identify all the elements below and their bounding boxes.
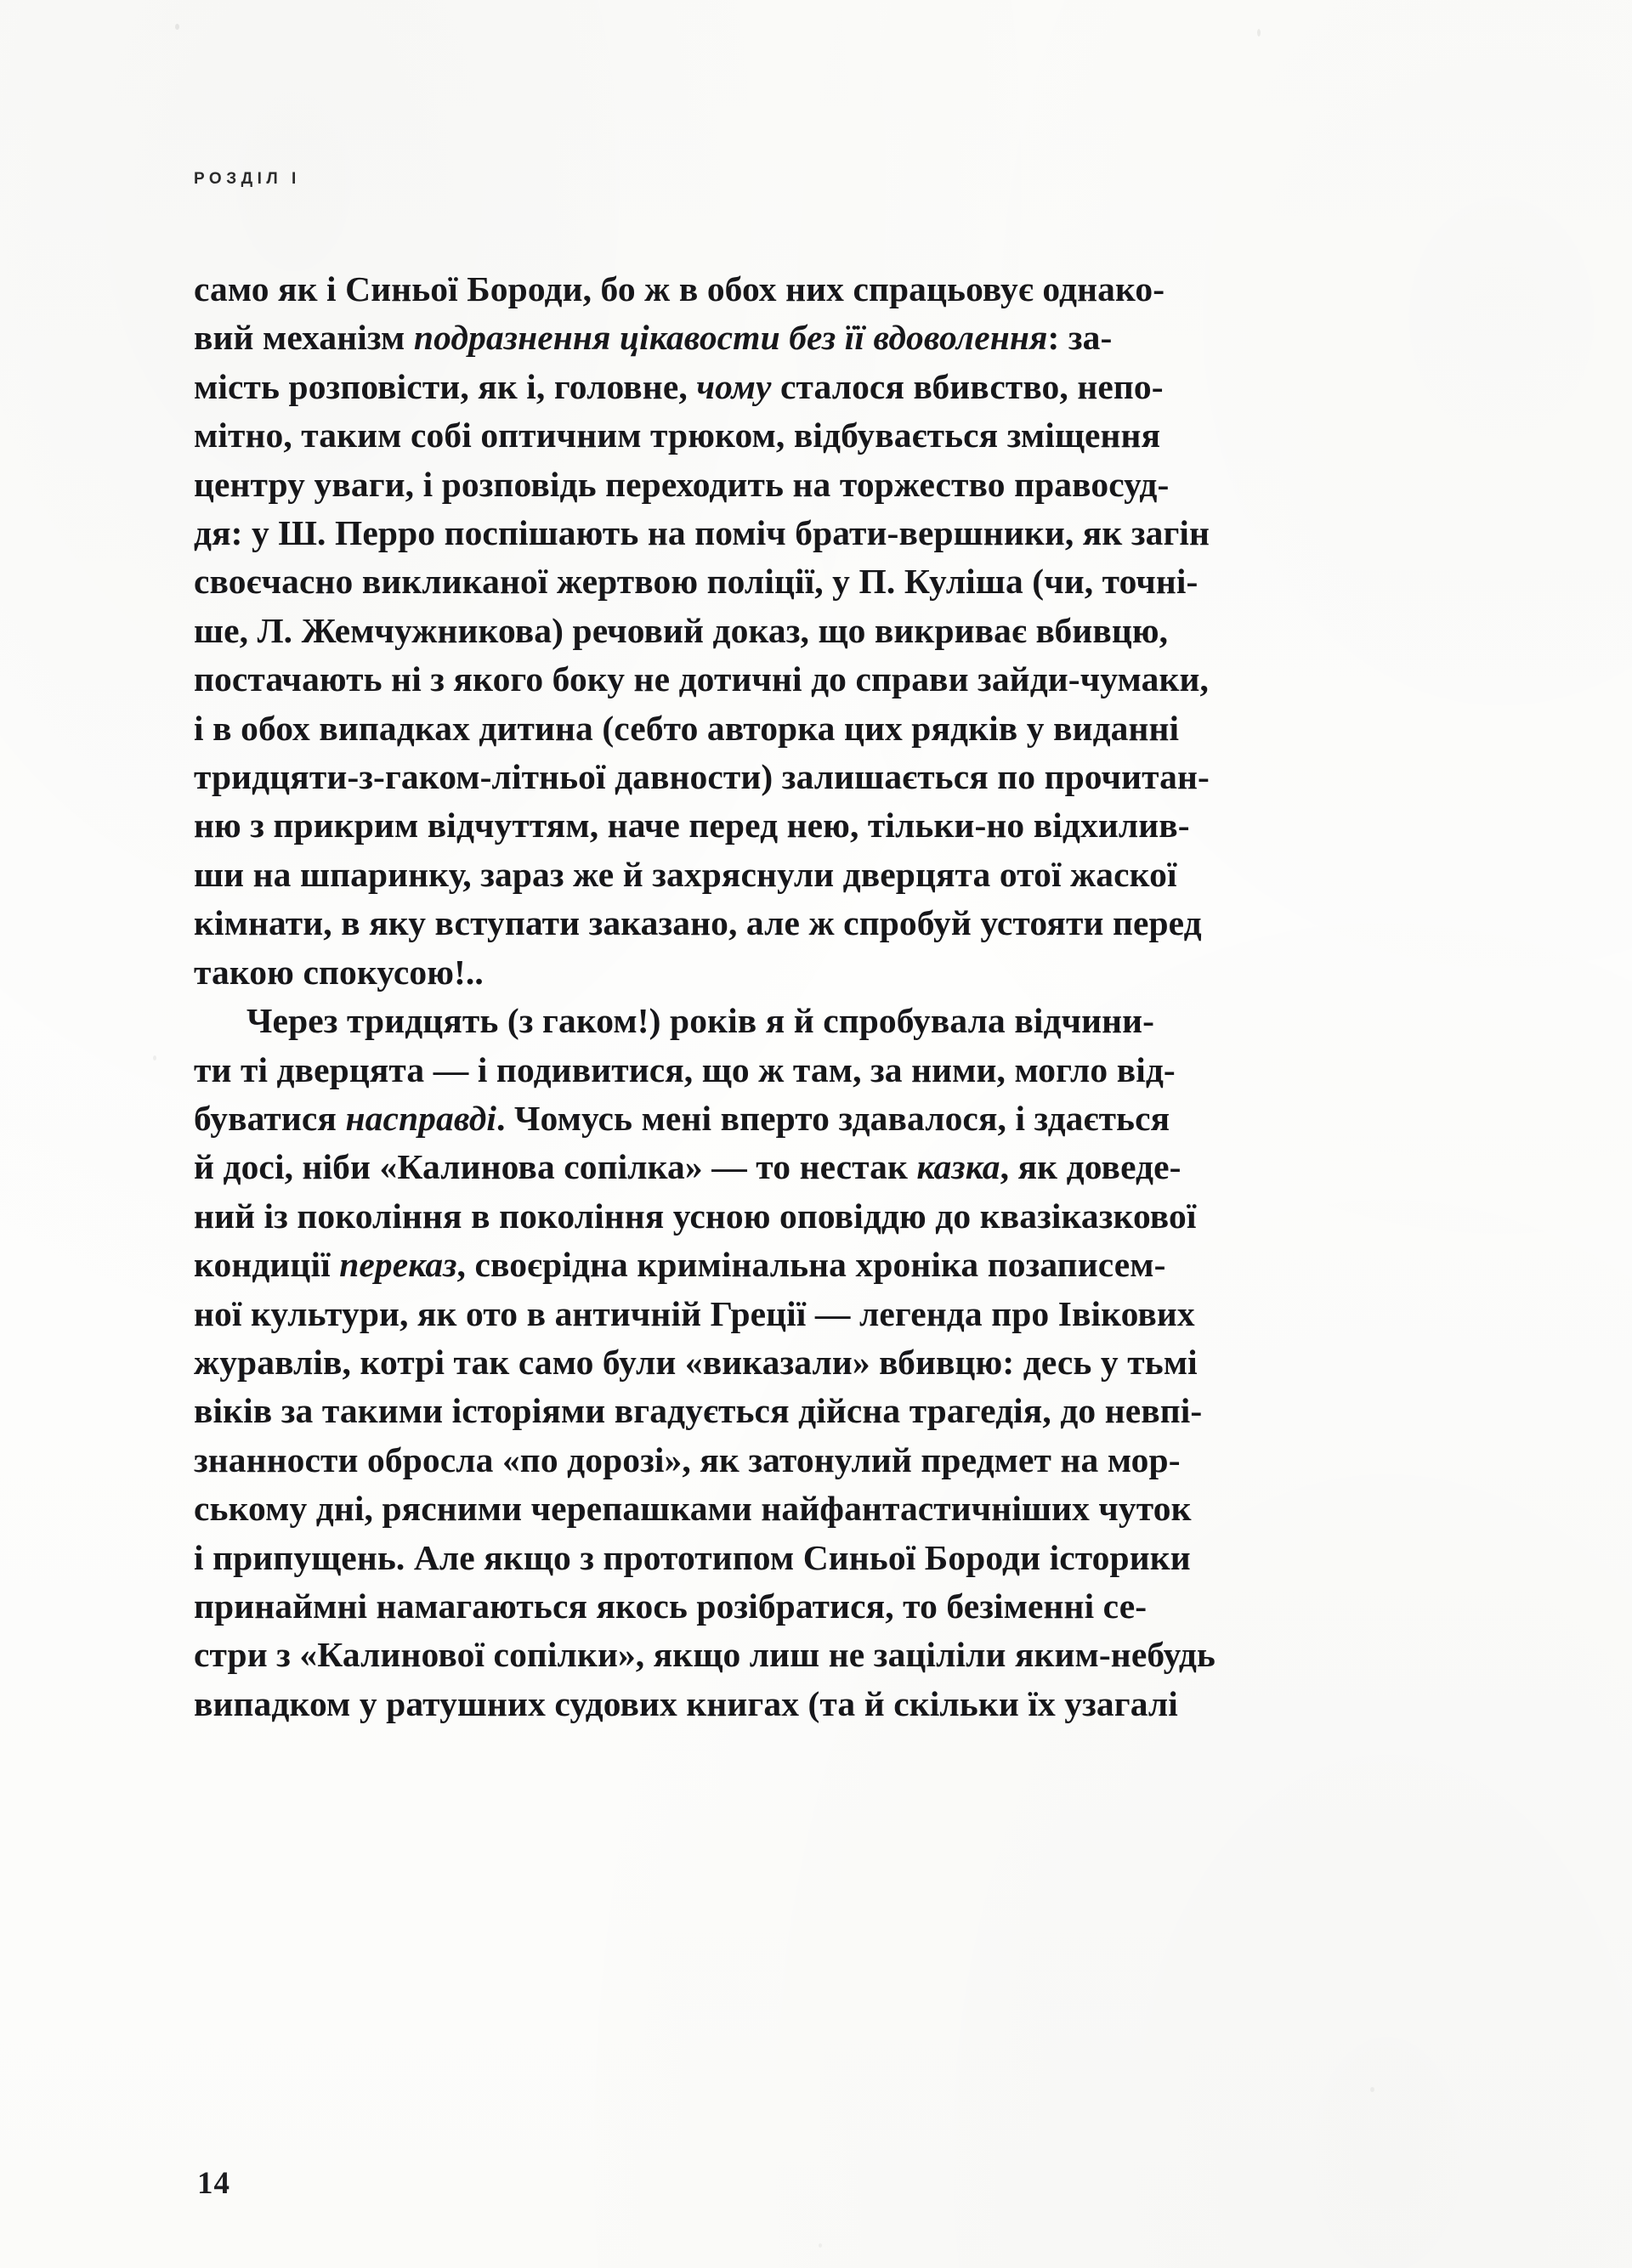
text-line <box>194 1582 1496 1631</box>
text-run: своєчасно викликаної жертвою поліції, у П. Куліша (чи, точні- <box>194 562 1198 602</box>
emphasis-text: чому <box>696 366 772 406</box>
text-line <box>194 607 1496 655</box>
text-run: . Чомусь мені вперто здавалося, і здається <box>496 1098 1170 1138</box>
text-run: буватися <box>194 1098 346 1138</box>
emphasis-text: насправді <box>345 1098 497 1138</box>
text-run: ню з прикрим відчуттям, наче перед нею, тільки-но відхилив- <box>194 806 1190 846</box>
text-run: тридцяти-з-гаком-літньої давности) залишається по прочитан- <box>194 757 1210 797</box>
text-run: випадком у ратушних судових книгах (та й скільки їх узагалі <box>194 1683 1178 1723</box>
text-line <box>194 1290 1496 1338</box>
running-head: РОЗДІЛ I <box>194 170 301 188</box>
text-line <box>194 1094 1496 1143</box>
text-run: і в обох випадках дитина (себто авторка цих рядків у виданні <box>194 708 1180 748</box>
text-run: такою спокусою!.. <box>194 952 484 992</box>
text-run: ському дні, рясними черепашками найфантастичніших чуток <box>194 1489 1192 1529</box>
text-run: само як і Синьої Бороди, бо ж в обох них спрацьовує однако- <box>194 269 1165 308</box>
text-line <box>194 753 1496 801</box>
text-line <box>194 1338 1496 1387</box>
text-run: постачають ні з якого боку не дотичні до справи зайди-чумаки, <box>194 659 1209 699</box>
emphasis-text: подразнення цікавости без її вдоволення <box>413 318 1048 358</box>
text-run: ний із покоління в покоління усною оповіддю до квазіказкової <box>194 1196 1197 1236</box>
text-run: і припущень. Але якщо з прототипом Синьої Бороди історики <box>194 1537 1191 1577</box>
text-run: знанности обросла «по дорозі», як затонулий предмет на мор- <box>194 1439 1181 1479</box>
text-line <box>194 801 1496 850</box>
text-line <box>194 704 1496 753</box>
text-line <box>194 851 1496 899</box>
text-run: ної культури, як ото в античній Греції — легенда про Івікових <box>194 1293 1195 1333</box>
text-run: стри з «Калинової сопілки», якщо лиш не заціліли яким-небудь <box>194 1635 1216 1675</box>
text-line <box>194 461 1496 509</box>
emphasis-text: переказ <box>339 1245 457 1285</box>
text-line <box>194 1143 1496 1191</box>
text-line <box>194 1387 1496 1435</box>
text-run: віків за такими історіями вгадується дійсна трагедія, до невпі- <box>194 1391 1203 1431</box>
emphasis-text: казка <box>916 1147 1000 1187</box>
text-run: ши на шпаринку, зараз же й захряснули дверцята отої жаскої <box>194 854 1177 894</box>
scan-speck <box>819 2243 822 2248</box>
text-run: , своєрідна кримінальна хроніка позаписем- <box>456 1245 1166 1285</box>
text-line <box>194 363 1496 411</box>
text-run: сталося вбивство, непо- <box>771 366 1164 406</box>
text-line <box>194 1485 1496 1533</box>
scan-speck <box>1257 29 1261 37</box>
text-line <box>194 899 1496 947</box>
text-run: центру уваги, і розповідь переходить на торжество правосуд- <box>194 464 1170 504</box>
paragraph <box>194 265 1496 997</box>
text-line <box>194 557 1496 606</box>
text-line <box>194 265 1496 314</box>
text-run: вий механізм <box>194 318 414 358</box>
text-line <box>194 948 1496 997</box>
paragraph <box>194 997 1496 1728</box>
text-line <box>194 1046 1496 1094</box>
text-line <box>194 411 1496 460</box>
text-run: принаймні намагаються якось розібратися, то безіменні се- <box>194 1586 1148 1626</box>
text-line <box>194 655 1496 704</box>
text-run: кімнати, в яку вступати заказано, але ж спробуй устояти перед <box>194 903 1202 943</box>
text-line <box>194 1241 1496 1289</box>
text-line <box>194 1631 1496 1679</box>
text-line <box>194 1192 1496 1241</box>
text-run: : за- <box>1047 318 1113 358</box>
text-run: Через тридцять (з гаком!) років я й спробувала відчини- <box>246 1001 1155 1041</box>
text-run: , як доведе- <box>1000 1147 1182 1187</box>
scan-speck <box>1370 2087 1374 2092</box>
body-text <box>194 265 1496 1728</box>
text-line <box>194 997 1496 1045</box>
text-line <box>194 1436 1496 1485</box>
text-line <box>194 509 1496 557</box>
text-line <box>194 314 1496 362</box>
text-run: ти ті дверцята — і подивитися, що ж там, за ними, могло від- <box>194 1049 1176 1089</box>
text-line <box>194 1534 1496 1582</box>
text-run: мітно, таким собі оптичним трюком, відбувається зміщення <box>194 416 1161 455</box>
text-run: мість розповісти, як і, головне, <box>194 366 697 406</box>
text-run: й досі, ніби «Калинова сопілка» — то нестак <box>194 1147 917 1187</box>
text-run: ше, Л. Жемчужникова) речовий доказ, що викриває вбивцю, <box>194 610 1169 650</box>
text-run: кондиції <box>194 1245 340 1285</box>
text-line <box>194 1680 1496 1728</box>
page-number: 14 <box>197 2166 230 2201</box>
text-run: журавлів, котрі так само були «виказали» вбивцю: десь у тьмі <box>194 1342 1198 1382</box>
text-run: дя: у Ш. Перро поспішають на поміч брати-вершники, як загін <box>194 513 1210 553</box>
scan-speck <box>153 1055 156 1060</box>
scan-speck <box>175 24 179 30</box>
